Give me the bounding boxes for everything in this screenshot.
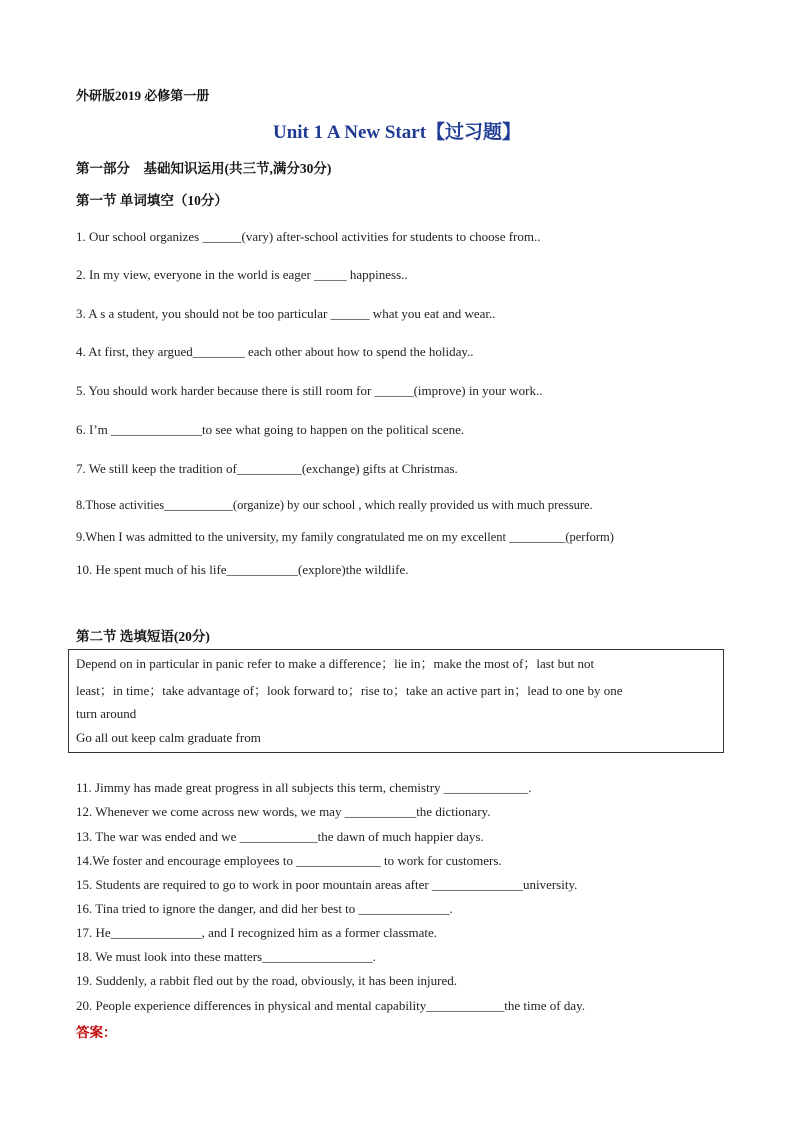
question-2: 2. In my view, everyone in the world is eager _____ happiness.. — [76, 267, 408, 282]
answers-label: 答案： — [76, 1025, 117, 1040]
question-11: 11. Jimmy has made great progress in all subjects this term, chemistry _____________. — [76, 780, 532, 795]
publisher-line: 外研版2019 必修第一册 — [76, 88, 210, 103]
phrase-bank-box — [68, 649, 724, 753]
question-18: 18. We must look into these matters_________________. — [76, 949, 376, 964]
section-one-heading: 第一节 单词填空（10分） — [76, 193, 228, 208]
question-16: 16. Tina tried to ignore the danger, and did her best to ______________. — [76, 901, 453, 916]
question-4: 4. At first, they argued________ each other about how to spend the holiday.. — [76, 344, 474, 359]
question-14: 14.We foster and encourage employees to _____________ to work for customers. — [76, 853, 502, 868]
phrase-bank-line-3: turn around — [76, 706, 137, 721]
question-13: 13. The war was ended and we ____________the dawn of much happier days. — [76, 829, 484, 844]
phrase-bank-line-2: least；in time；take advantage of；look forward to；rise to；take an active part in；lead to one by one — [76, 683, 623, 698]
question-10: 10. He spent much of his life___________(explore)the wildlife. — [76, 562, 409, 577]
question-1: 1. Our school organizes ______(vary) after-school activities for students to choose from.. — [76, 229, 541, 244]
phrase-bank-line-1: Depend on in particular in panic refer to make a difference；lie in；make the most of；last but not — [76, 656, 595, 671]
question-12: 12. Whenever we come across new words, we may ___________the dictionary. — [76, 804, 491, 819]
question-3: 3. A s a student, you should not be too particular ______ what you eat and wear.. — [76, 306, 496, 321]
question-20: 20. People experience differences in physical and mental capability____________the time of day. — [76, 998, 586, 1013]
question-9: 9.When I was admitted to the university, my family congratulated me on my excellent _________(perform) — [76, 530, 614, 544]
question-5: 5. You should work harder because there is still room for ______(improve) in your work.. — [76, 383, 543, 398]
page-title: Unit 1 A New Start【过习题】 — [272, 122, 522, 143]
phrase-bank-line-4: Go all out keep calm graduate from — [76, 730, 261, 745]
section-two-heading: 第二节 选填短语(20分) — [76, 629, 210, 644]
question-19: 19. Suddenly, a rabbit fled out by the road, obviously, it has been injured. — [76, 973, 458, 988]
question-8: 8.Those activities___________(organize) by our school , which really provided us with much pressure. — [76, 498, 593, 512]
question-17: 17. He______________, and I recognized him as a former classmate. — [76, 925, 438, 940]
part-one-heading: 第一部分 基础知识运用(共三节,满分30分) — [76, 161, 332, 176]
question-15: 15. Students are required to go to work in poor mountain areas after ______________university. — [76, 877, 578, 892]
question-6: 6. I’m ______________to see what going to happen on the political scene. — [76, 422, 465, 437]
question-7: 7. We still keep the tradition of__________(exchange) gifts at Christmas. — [76, 461, 458, 476]
